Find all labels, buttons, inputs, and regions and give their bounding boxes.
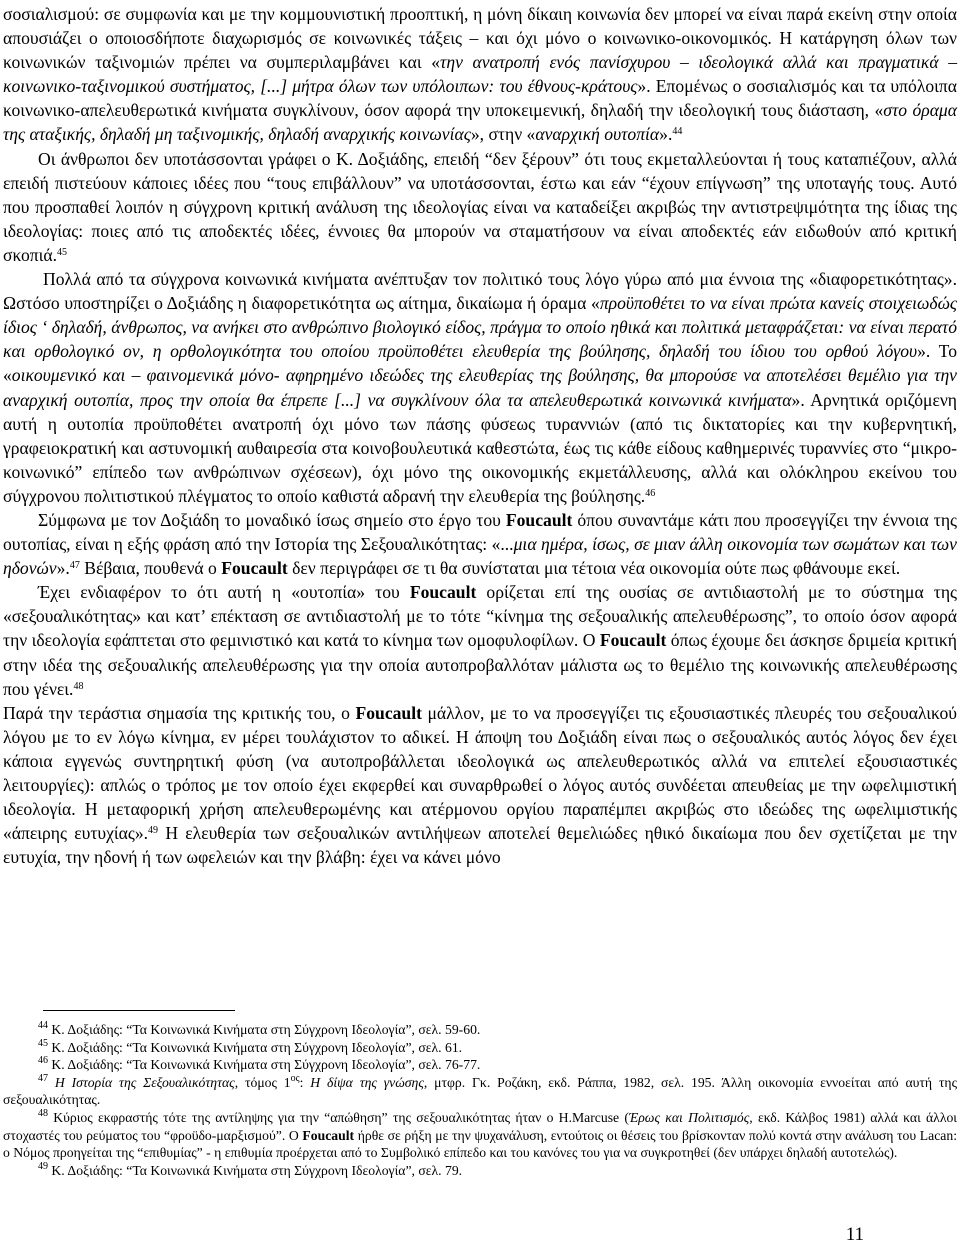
paragraph: [3, 267, 957, 508]
text-run: σοσιαλισμού: σε συμφωνία και με την κομμουνιστική προοπτική, η μόνη δίκαιη κοινωνία δεν μπορεί να είναι παρά εκείνη στην οποία απουσιάζει ο οποιοσδήποτε διαχωρισμός σε κοινωνικές τάξεις – και όχι μόνο ο κοινωνικο-οικονομικός. Η κατάργηση όλων των κοινωνικών ταξινομιών πρέπει να συμπεριλαμβάνει και «: [3, 4, 957, 73]
footnote: [3, 1074, 957, 1109]
text-run: ». Το «: [3, 341, 957, 386]
footnote-ref: 44: [672, 126, 683, 138]
footnote-ref: 48: [38, 1107, 48, 1119]
paragraph: [3, 2, 957, 147]
italic-text: Η δίψα της γνώσης: [310, 1074, 424, 1090]
text-run: Κ. Δοξιάδης: “Τα Κοινωνικά Κινήματα στη Σύγχρονη Ιδεολογία”, σελ. 79.: [48, 1162, 463, 1178]
footnote-ref: 45: [38, 1037, 48, 1049]
text-run: ». Επομένως ο σοσιαλισμός και τα υπόλοιπα κοινωνικο-απελευθερωτικά κινήματα συγκλίνουν, όσον αφορά την υποκειμενική, δηλαδή την ιδεολογική τους διάσταση, «: [3, 76, 957, 121]
text-run: δεν περιγράφει σε τι θα συνίσταται μια τέτοια νέα οικονομία ούτε πως φθάνουμε εκεί.: [287, 558, 901, 579]
text-run: όπως έχουμε δει άσκησε δριμεία κριτική στην ιδέα της σεξουαλικής απελευθέρωσης για την οποία αυτοπροβαλλόταν μάλιστα ως το θεμέλιο της κοινωνικής απελευθέρωσης που γένει.: [3, 630, 957, 699]
footnote-ref: 48: [73, 680, 84, 692]
footnote: [3, 1021, 957, 1039]
paragraph: [3, 580, 957, 700]
text-run: Κύριος εκφραστής τότε της αντίληψης για την “απώθηση” της σεξουαλικότητας ήταν ο H.Marcuse (: [48, 1109, 629, 1125]
bold-text: Foucault: [409, 582, 477, 603]
paragraph: [3, 508, 957, 580]
footnotes-section: [3, 1010, 957, 1179]
footnote-ref: 49: [38, 1160, 48, 1172]
text-run: ». Αρνητικά οριζόμενη αυτή η ουτοπία προϋποθέτει ανατροπή όχι μόνο των πάσης φύσεως τυραννιών (από τις δικτατορίες και την κυβερνητική, γραφειοκρατική και αστυνομική αυθαιρεσία στα κοινοβουλευτικά καθεστώτα, έως τις κάθε είδους καθημερινές τυραννίες στο “μικρο-κοινωνικό” επίπεδο των ανθρώπινων σχέσεων), όχι μόνο της οικονομικής εκμετάλλευσης, αλλά και ολόκληρου εκείνου του σύγχρονου πολιτιστικού πλέγματος το οποίο καθιστά αδρανή την ελευθερία της βούλησης.: [3, 389, 957, 506]
bold-text: Foucault: [355, 702, 422, 723]
footnote-ref: 49: [148, 825, 159, 837]
bold-text: Foucault: [505, 509, 573, 530]
bold-text: Foucault: [302, 1127, 355, 1143]
text-run: ».: [659, 124, 673, 145]
page-number: 11: [845, 1224, 864, 1245]
text-run: , μτφρ. Γκ. Ροζάκη, εκδ. Ράππα, 1982, σελ. 195. Άλλη οικονομία εννοείται από αυτή της σεξουαλικότητας.: [3, 1074, 958, 1108]
body-text: [3, 2, 957, 869]
text-run: , τόμος 1: [234, 1074, 291, 1090]
text-run: [48, 1075, 55, 1090]
italic-text: οικουμενικό και – φαινομενικά μόνο- αφηρημένο ιδεώδες της ελευθερίας της βούλησης, θα μπορούσε να αποτελέσει θεμέλιο για την αναρχική ουτοπία, προς την οποία θα έπρεπε [...] να συγκλίνουν όλα τα απελευθερωτικά κοινωνικά κινήματα: [3, 365, 957, 410]
text-run: Σύμφωνα με τον Δοξιάδη το μοναδικό ίσως σημείο στο έργο του: [38, 509, 506, 530]
bold-text: Foucault: [599, 630, 667, 651]
footnote: [3, 1162, 957, 1180]
footnote: [3, 1109, 957, 1162]
text-run: ».: [56, 558, 70, 579]
paragraph: [3, 147, 957, 267]
italic-text: μια ημέρα, ίσως, σε μιαν άλλη οικονομία των σωμάτων και των ηδονών: [3, 534, 957, 579]
text-run: Κ. Δοξιάδης: “Τα Κοινωνικά Κινήματα στη Σύγχρονη Ιδεολογία”, σελ. 76-77.: [48, 1057, 481, 1073]
italic-text: Η Ιστορία της Σεξουαλικότητας: [54, 1074, 235, 1090]
text-run: Έχει ενδιαφέρον το ότι αυτή η «ουτοπία» του: [38, 582, 410, 603]
footnote: [3, 1039, 957, 1057]
footnote-ref: 46: [38, 1055, 48, 1067]
paragraph: [3, 701, 957, 870]
text-run: :: [299, 1074, 311, 1090]
footnote-ref: 47: [69, 560, 80, 572]
footnote: [3, 1056, 957, 1074]
text-run: Παρά την τεράστια σημασία της κριτικής του, ο: [3, 702, 356, 723]
italic-text: αναρχική ουτοπία: [535, 124, 660, 145]
text-run: , εκδ. Κάλβος 1981) αλλά και άλλοι στοχαστές του ρεύματος του “φροϋδο-μαρξισμού”. Ο: [3, 1109, 957, 1143]
text-run: Πολλά από τα σύγχρονα κοινωνικά κινήματα ανέπτυξαν τον πολιτικό τους λόγο γύρω από μια έννοια της «διαφορετικότητας». Ωστόσο υποστηρίζει ο Δοξιάδης η διαφορετικότητα ως αίτημα, δικαίωμα ή όραμα «: [3, 269, 957, 314]
text-run: ήρθε σε ρήξη με την ψυχανάλυση, εντούτοις οι θέσεις του βρίσκονταν πολύ κοντά στην ανάλυση του Lacan: ο Νόμος προηγείται της “επιθυμίας” - η επιθυμία προέρχεται από το Συμβολικό επίπεδο και του κανόνες του για να συγκροτηθεί (δεν υπάρχει δηλαδή αυτοτελώς).: [3, 1127, 958, 1161]
bold-text: Foucault: [221, 558, 288, 579]
italic-text: προϋποθέτει το να είναι πρώτα κανείς στοιχειωδώς ίδιος ‘ δηλαδή, άνθρωπος, να ανήκει στο ανθρώπινο βιολογικό είδος, πράγμα το οποίο ηθικά και πολιτικά μεταφράζεται: να είναι περατό και ορθολογικό ον, η ορθολογικότητα του οποίου προϋποθέτει ελευθερία της βούλησης, δηλαδή του ίδιου του ορθού λόγου: [3, 293, 957, 362]
footnote-ref: 44: [38, 1020, 48, 1031]
text-run: ορίζεται επί της ουσίας σε αντιδιαστολή με το σύστημα της «σεξουαλικότητας» και κατ’ επέκταση σε αντιδιαστολή με το τότε “κίνημα της σεξουαλικής απελευθέρωσης”, το οποίο όσον αφορά την ιδεολογία εφάπτεται στο φεμινιστικό και κατά το κίνημα των ομοφυλοφίλων. Ο: [3, 582, 958, 651]
italic-text: στο όραμα της αταξικής, δηλαδή μη ταξινομικής, δηλαδή αναρχικής κοινωνίας: [3, 100, 957, 145]
text-run: Κ. Δοξιάδης: “Τα Κοινωνικά Κινήματα στη Σύγχρονη Ιδεολογία”, σελ. 61.: [48, 1039, 463, 1055]
italic-text: Έρως και Πολιτισμός: [628, 1109, 750, 1125]
text-run: μάλλον, με το να προσεγγίζει τις εξουσιαστικές πλευρές του σεξουαλικού λόγου με το εν λόγω κίνημα, εν μέρει τουλάχιστον το αδικεί. Η άποψη του Δοξιάδη είναι πως ο σεξουαλικός αυτός λόγος δεν έχει κάποια εγγενώς συντηρητική φύση (να αυτοπροβάλλεται ιδεολογικά ως απελευθερωτικός αλλά να επιτελεί εξουσιαστικές λειτουργίες): απλώς ο τρόπος με τον οποίο έχει εκφερθεί και συναρθρωθεί ο λόγος αυτός συνδέεται απευθείας με την ωφελιμιστική ιδεολογία. Η μεταφορική χρήση απελευθερωμένης και ατέρμονου οργίου παραπέμπει ακριβώς στο ιδεώδες της ωφελιμιστικής «άπειρης ευτυχίας».: [3, 702, 958, 844]
text-run: Οι άνθρωποι δεν υποτάσσονται γράφει ο Κ. Δοξιάδης, επειδή “δεν ξέρουν” ότι τους εκμεταλλεύονται ή τους καταπιέζουν, αλλά επειδή πιστεύουν κάποιες ιδέες που “τους επιβάλλουν” να υποτάσσονται, έστω και εάν “έχουν επίγνωση” της υποταγής τους. Αυτό που προσπαθεί λοιπόν η σύγχρονη κριτική ανάλυση της ιδεολογίας είναι να καταδείξει ακριβώς την αντιστρεψιμότητα της ίδιας της ιδεολογίας: ποιες από τις αποδεκτές ιδέες, έννοιες θα μπορούν να σταματήσουν να είναι αποδεκτές εάν ειδωθούν από κριτική σκοπιά.: [3, 148, 957, 265]
footnote-ref: 47: [38, 1072, 48, 1084]
footnote-ref: 46: [645, 487, 656, 499]
text-run: όπου συναντάμε κάτι που προσεγγίζει την έννοια της ουτοπίας, είναι η εξής φράση από την Ιστορία της Σεξουαλικότητας: «...: [3, 509, 957, 555]
text-run: Η ελευθερία των σεξουαλικών αντιλήψεων αποτελεί θεμελιώδες ηθικό δικαίωμα που δεν σχετίζεται με την ευτυχία, την ηδονή ή των ωφελειών και την βλάβη: έχει να κάνει μόνο: [3, 823, 958, 868]
text-run: », στην «: [470, 124, 536, 145]
italic-text: την ανατροπή ενός πανίσχυρου – ιδεολογικά αλλά και πραγματικά – κοινωνικο-ταξινομικού συστήματος, [...] μήτρα όλων των υπόλοιπων: του έθνους-κράτους: [3, 52, 957, 97]
footnote-ref: 45: [57, 246, 67, 258]
footnote-ref: ος: [290, 1072, 300, 1084]
text-run: Βέβαια, πουθενά ο: [79, 558, 222, 579]
footnote-separator: [43, 1010, 235, 1011]
text-run: Κ. Δοξιάδης: “Τα Κοινωνικά Κινήματα στη Σύγχρονη Ιδεολογία”, σελ. 59-60.: [48, 1022, 481, 1037]
